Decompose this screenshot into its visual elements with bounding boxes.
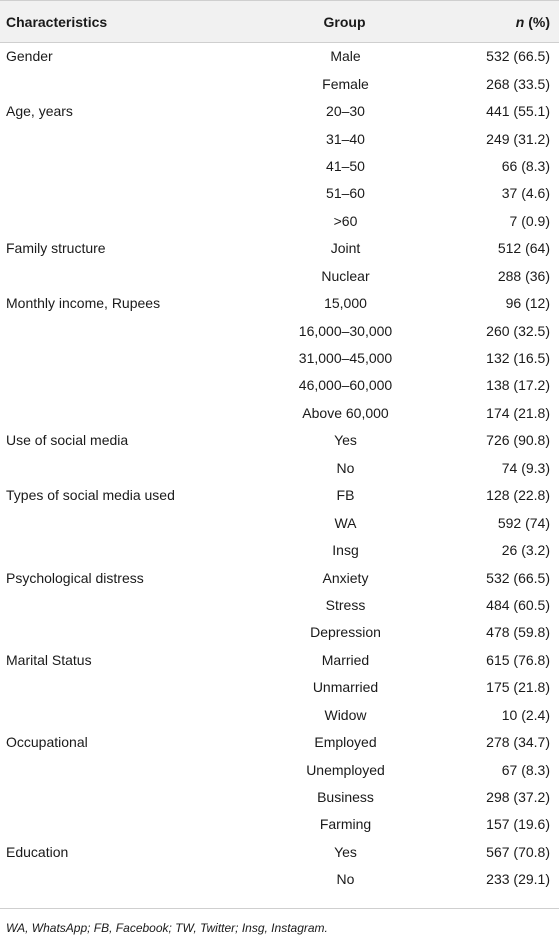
cell-group: No xyxy=(336,871,355,888)
table-row xyxy=(0,783,559,810)
cell-n-percent: 175 (21.8) xyxy=(486,679,550,696)
cell-n-percent: 174 (21.8) xyxy=(486,404,550,421)
cell-group: 31,000–45,000 xyxy=(298,350,393,367)
cell-group: Anxiety xyxy=(322,569,369,586)
cell-characteristic xyxy=(0,207,250,234)
cell-characteristic xyxy=(0,262,250,289)
cell-group: 31–40 xyxy=(326,130,365,147)
cell-group: Male xyxy=(330,48,361,65)
table-row xyxy=(0,399,559,426)
table-row xyxy=(0,235,559,262)
table-row xyxy=(0,427,559,454)
cell-n-percent: 249 (31.2) xyxy=(486,130,550,147)
table-row xyxy=(0,646,559,673)
table-row xyxy=(0,289,559,316)
table-row xyxy=(0,591,559,618)
table-row xyxy=(0,482,559,509)
cell-characteristic xyxy=(0,509,250,536)
cell-characteristic: Psychological distress xyxy=(6,569,144,586)
cell-n-percent: 726 (90.8) xyxy=(486,432,550,449)
cell-group: 46,000–60,000 xyxy=(298,377,393,394)
cell-group: Married xyxy=(321,651,370,668)
cell-group: Stress xyxy=(325,596,366,613)
cell-group: Nuclear xyxy=(321,267,370,284)
cell-characteristic xyxy=(0,591,250,618)
table-row xyxy=(0,125,559,152)
table-row xyxy=(0,838,559,865)
cell-group: 15,000 xyxy=(324,295,367,312)
cell-n-percent: 74 (9.3) xyxy=(501,459,550,476)
cell-group: Business xyxy=(317,789,374,806)
cell-n-percent: 10 (2.4) xyxy=(501,706,550,723)
cell-characteristic: Occupational xyxy=(6,734,88,751)
cell-characteristic xyxy=(0,399,250,426)
cell-n-percent: 138 (17.2) xyxy=(486,377,550,394)
cell-group: 41–50 xyxy=(326,157,365,174)
cell-n-percent: 128 (22.8) xyxy=(486,487,550,504)
cell-n-percent: 298 (37.2) xyxy=(486,789,550,806)
cell-n-percent: 532 (66.5) xyxy=(486,569,550,586)
cell-n-percent: 268 (33.5) xyxy=(486,75,550,92)
cell-group: 51–60 xyxy=(326,185,365,202)
cell-characteristic xyxy=(0,344,250,371)
table-row xyxy=(0,509,559,536)
table-row xyxy=(0,454,559,481)
cell-n-percent: 615 (76.8) xyxy=(486,651,550,668)
cell-group: Unemployed xyxy=(306,761,385,778)
cell-group: Depression xyxy=(310,624,381,641)
cell-characteristic xyxy=(0,756,250,783)
cell-n-percent: 66 (8.3) xyxy=(501,157,550,174)
cell-n-percent: 260 (32.5) xyxy=(486,322,550,339)
cell-n-percent: 26 (3.2) xyxy=(501,542,550,559)
cell-n-percent: 278 (34.7) xyxy=(486,734,550,751)
cell-characteristic xyxy=(0,70,250,97)
cell-n-percent: 592 (74) xyxy=(497,514,550,531)
cell-characteristic xyxy=(0,180,250,207)
cell-characteristic xyxy=(0,783,250,810)
cell-characteristic xyxy=(0,701,250,728)
table-row xyxy=(0,701,559,728)
table-row xyxy=(0,262,559,289)
cell-n-percent: 67 (8.3) xyxy=(501,761,550,778)
header-n-percent xyxy=(421,1,559,43)
cell-characteristic xyxy=(0,152,250,179)
cell-n-percent: 512 (64) xyxy=(497,240,550,257)
cell-characteristic xyxy=(0,619,250,646)
header-percent-suffix: (%) xyxy=(524,13,550,30)
cell-n-percent: 532 (66.5) xyxy=(486,48,550,65)
cell-group: Joint xyxy=(330,240,361,257)
header-row xyxy=(0,1,559,43)
table-row xyxy=(0,317,559,344)
cell-characteristic xyxy=(0,536,250,563)
cell-group: 16,000–30,000 xyxy=(298,322,393,339)
cell-n-percent: 157 (19.6) xyxy=(486,816,550,833)
cell-characteristic xyxy=(0,454,250,481)
cell-group: WA xyxy=(334,514,357,531)
table-footnote: WA, WhatsApp; FB, Facebook; TW, Twitter; Insg, Instagram. xyxy=(6,921,328,935)
table-row xyxy=(0,536,559,563)
cell-characteristic: Marital Status xyxy=(6,651,92,668)
cell-n-percent: 484 (60.5) xyxy=(486,596,550,613)
cell-n-percent: 441 (55.1) xyxy=(486,103,550,120)
table-row xyxy=(0,756,559,783)
table-body xyxy=(0,43,559,894)
cell-n-percent: 233 (29.1) xyxy=(486,871,550,888)
table-row xyxy=(0,207,559,234)
cell-characteristic: Monthly income, Rupees xyxy=(6,295,161,312)
cell-group: Female xyxy=(322,75,369,92)
cell-characteristic xyxy=(0,811,250,838)
cell-characteristic: Use of social media xyxy=(6,432,129,449)
header-n-symbol: n xyxy=(515,13,525,30)
cell-n-percent: 567 (70.8) xyxy=(486,843,550,860)
table-row xyxy=(0,152,559,179)
cell-group: Yes xyxy=(334,843,357,860)
table-header xyxy=(0,1,559,43)
cell-n-percent: 132 (16.5) xyxy=(486,350,550,367)
cell-characteristic xyxy=(0,125,250,152)
cell-group: 20–30 xyxy=(326,103,365,120)
cell-characteristic xyxy=(0,866,250,893)
cell-n-percent: 288 (36) xyxy=(497,267,550,284)
table-row xyxy=(0,619,559,646)
table-row xyxy=(0,811,559,838)
table-row xyxy=(0,97,559,124)
cell-group: Unmarried xyxy=(312,679,379,696)
table-row xyxy=(0,70,559,97)
cell-group: Widow xyxy=(324,706,367,723)
cell-group: No xyxy=(336,459,355,476)
table-row xyxy=(0,43,559,70)
table-row xyxy=(0,564,559,591)
cell-n-percent: 478 (59.8) xyxy=(486,624,550,641)
cell-group: FB xyxy=(336,487,355,504)
cell-n-percent: 37 (4.6) xyxy=(501,185,550,202)
cell-characteristic: Family structure xyxy=(6,240,106,257)
cell-group: Farming xyxy=(319,816,372,833)
table-row xyxy=(0,728,559,755)
cell-group: Insg xyxy=(332,542,359,559)
cell-characteristic: Gender xyxy=(6,48,53,65)
cell-characteristic xyxy=(0,317,250,344)
cell-group: Employed xyxy=(314,734,377,751)
table-row xyxy=(0,674,559,701)
header-group: Group xyxy=(250,1,421,43)
cell-group: Above 60,000 xyxy=(302,404,389,421)
table-row xyxy=(0,866,559,893)
cell-n-percent: 96 (12) xyxy=(505,295,550,312)
table-row xyxy=(0,372,559,399)
table-row xyxy=(0,344,559,371)
table-row xyxy=(0,180,559,207)
cell-group: Yes xyxy=(334,432,357,449)
cell-characteristic: Types of social media used xyxy=(6,487,175,504)
header-characteristics: Characteristics xyxy=(0,1,250,43)
cell-characteristic xyxy=(0,372,250,399)
cell-n-percent: 7 (0.9) xyxy=(509,212,550,229)
cell-group: >60 xyxy=(333,212,358,229)
cell-characteristic: Age, years xyxy=(6,103,73,120)
cell-characteristic: Education xyxy=(6,843,69,860)
cell-characteristic xyxy=(0,674,250,701)
table-bottom-rule xyxy=(0,908,559,909)
